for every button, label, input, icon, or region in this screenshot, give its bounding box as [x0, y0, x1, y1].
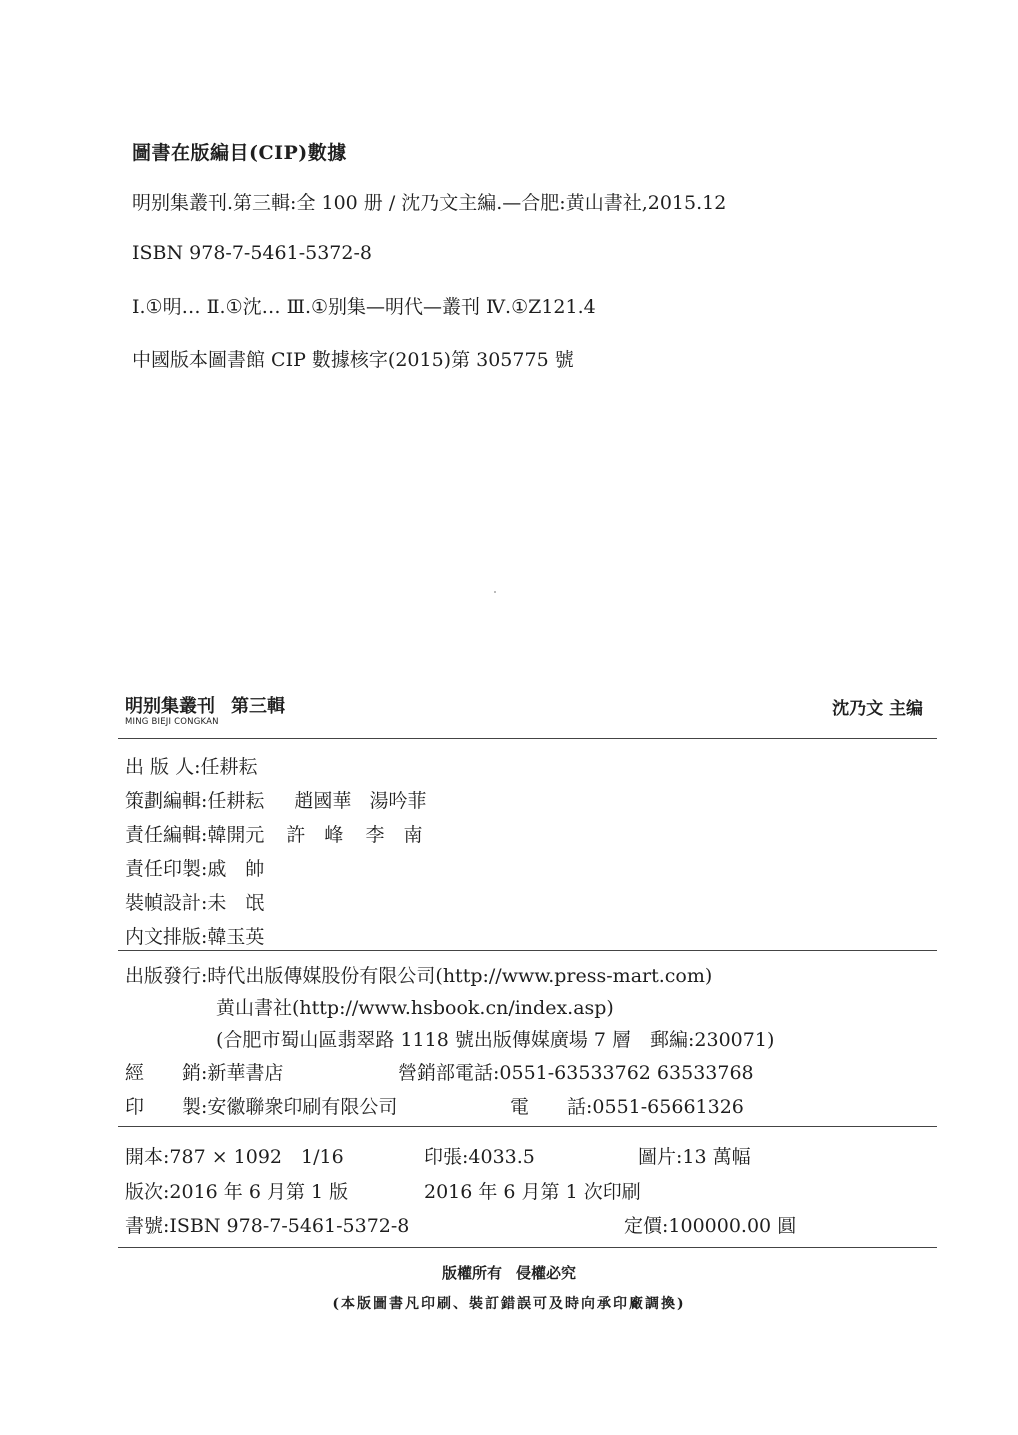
- replacement-note: (本版圖書凡印刷、裝訂錯誤可及時向承印廠調換): [332, 1296, 686, 1312]
- cip-isbn-line: ISBN 978-7-5461-5372-8: [132, 242, 372, 264]
- spec-isbn: 書號:ISBN 978-7-5461-5372-8: [125, 1215, 410, 1237]
- publisher-imprint: 黄山書社(http://www.hsbook.cn/index.asp): [216, 997, 614, 1019]
- phone-value: 0551-65661326: [592, 1096, 744, 1118]
- rights-infringement: 侵權必究: [516, 1264, 577, 1282]
- publisher-row: [125, 961, 712, 988]
- staff-name: 任耕耘: [207, 790, 265, 812]
- spec-price: 定價:100000.00 圓: [624, 1215, 797, 1237]
- divider-rule: [118, 1126, 937, 1127]
- divider-rule: [118, 738, 937, 739]
- marketing-phone-row: [398, 1058, 754, 1085]
- distributor-value: 新華書店: [207, 1062, 284, 1084]
- page-speck: [494, 591, 496, 593]
- staff-name: 未 氓: [207, 892, 265, 914]
- printer-row: [125, 1092, 397, 1119]
- staff-row-typesetting: [125, 922, 264, 949]
- cip-bibliographic-line: 明别集叢刊.第三輯:全 100 册 / 沈乃文主編.—合肥:黄山書社,2015.12: [132, 192, 727, 214]
- staff-row-planning-editors: [125, 786, 426, 813]
- staff-label: 出 版 人:: [125, 756, 201, 778]
- staff-name: 湯吟菲: [369, 790, 427, 812]
- distributor-label: 經 銷:: [125, 1062, 208, 1084]
- staff-name: 李 南: [365, 824, 423, 846]
- staff-label: 裝幀設計:: [125, 892, 208, 914]
- staff-row-print-supervisor: [125, 854, 264, 881]
- spec-sheets: 印張:4033.5: [424, 1146, 535, 1168]
- rights-reserved: 版權所有: [441, 1264, 502, 1282]
- divider-rule: [118, 1247, 937, 1248]
- staff-name: 戚 帥: [207, 858, 265, 880]
- series-title-block: [125, 692, 285, 718]
- staff-name: 許 峰: [286, 824, 344, 846]
- staff-name: 趙國華: [294, 790, 352, 812]
- cip-classification-line: Ⅰ.①明… Ⅱ.①沈… Ⅲ.①别集—明代—叢刊 Ⅳ.①Z121.4: [132, 296, 596, 318]
- staff-name: 韓玉英: [207, 926, 265, 948]
- publisher-label: 出版發行:: [125, 965, 208, 987]
- staff-name: 任耕耘: [200, 756, 258, 778]
- staff-row-responsible-editors: [125, 820, 422, 847]
- spec-printing: 2016 年 6 月第 1 次印刷: [424, 1181, 641, 1203]
- printer-label: 印 製:: [125, 1096, 208, 1118]
- distributor-row: [125, 1058, 283, 1085]
- series-pinyin: MING BIEJI CONGKAN: [125, 717, 219, 727]
- marketing-phone-value: 0551-63533762 63533768: [499, 1062, 754, 1084]
- cip-heading: 圖書在版編目(CIP)數據: [132, 142, 347, 164]
- cip-record-number-line: 中國版本圖書館 CIP 數據核字(2015)第 305775 號: [132, 349, 574, 371]
- staff-label: 策劃編輯:: [125, 790, 208, 812]
- staff-label: 内文排版:: [125, 926, 208, 948]
- spec-format: 開本:787 × 1092 1/16: [125, 1146, 344, 1168]
- divider-rule: [118, 950, 937, 951]
- staff-label: 責任印製:: [125, 858, 208, 880]
- phone-label: 電 話:: [510, 1096, 593, 1118]
- spec-plates: 圖片:13 萬幅: [638, 1146, 751, 1168]
- spec-edition: 版次:2016 年 6 月第 1 版: [125, 1181, 349, 1203]
- printer-value: 安徽聯衆印刷有限公司: [207, 1096, 398, 1118]
- series-title: 明别集叢刊: [125, 696, 215, 717]
- staff-row-publisher: [125, 752, 258, 779]
- series-volume: 第三輯: [231, 696, 285, 717]
- staff-name: 韓開元: [207, 824, 265, 846]
- publisher-primary: 時代出版傳媒股份有限公司(http://www.press-mart.com): [207, 965, 713, 987]
- staff-row-binding-design: [125, 888, 264, 915]
- staff-label: 責任編輯:: [125, 824, 208, 846]
- rights-statement: [0, 1262, 1018, 1283]
- marketing-phone-label: 營銷部電話:: [398, 1062, 500, 1084]
- phone-row: [510, 1092, 744, 1119]
- chief-editor: 沈乃文 主编: [832, 699, 923, 719]
- publisher-address: (合肥市蜀山區翡翠路 1118 號出版傳媒廣場 7 層 郵編:230071): [216, 1029, 775, 1051]
